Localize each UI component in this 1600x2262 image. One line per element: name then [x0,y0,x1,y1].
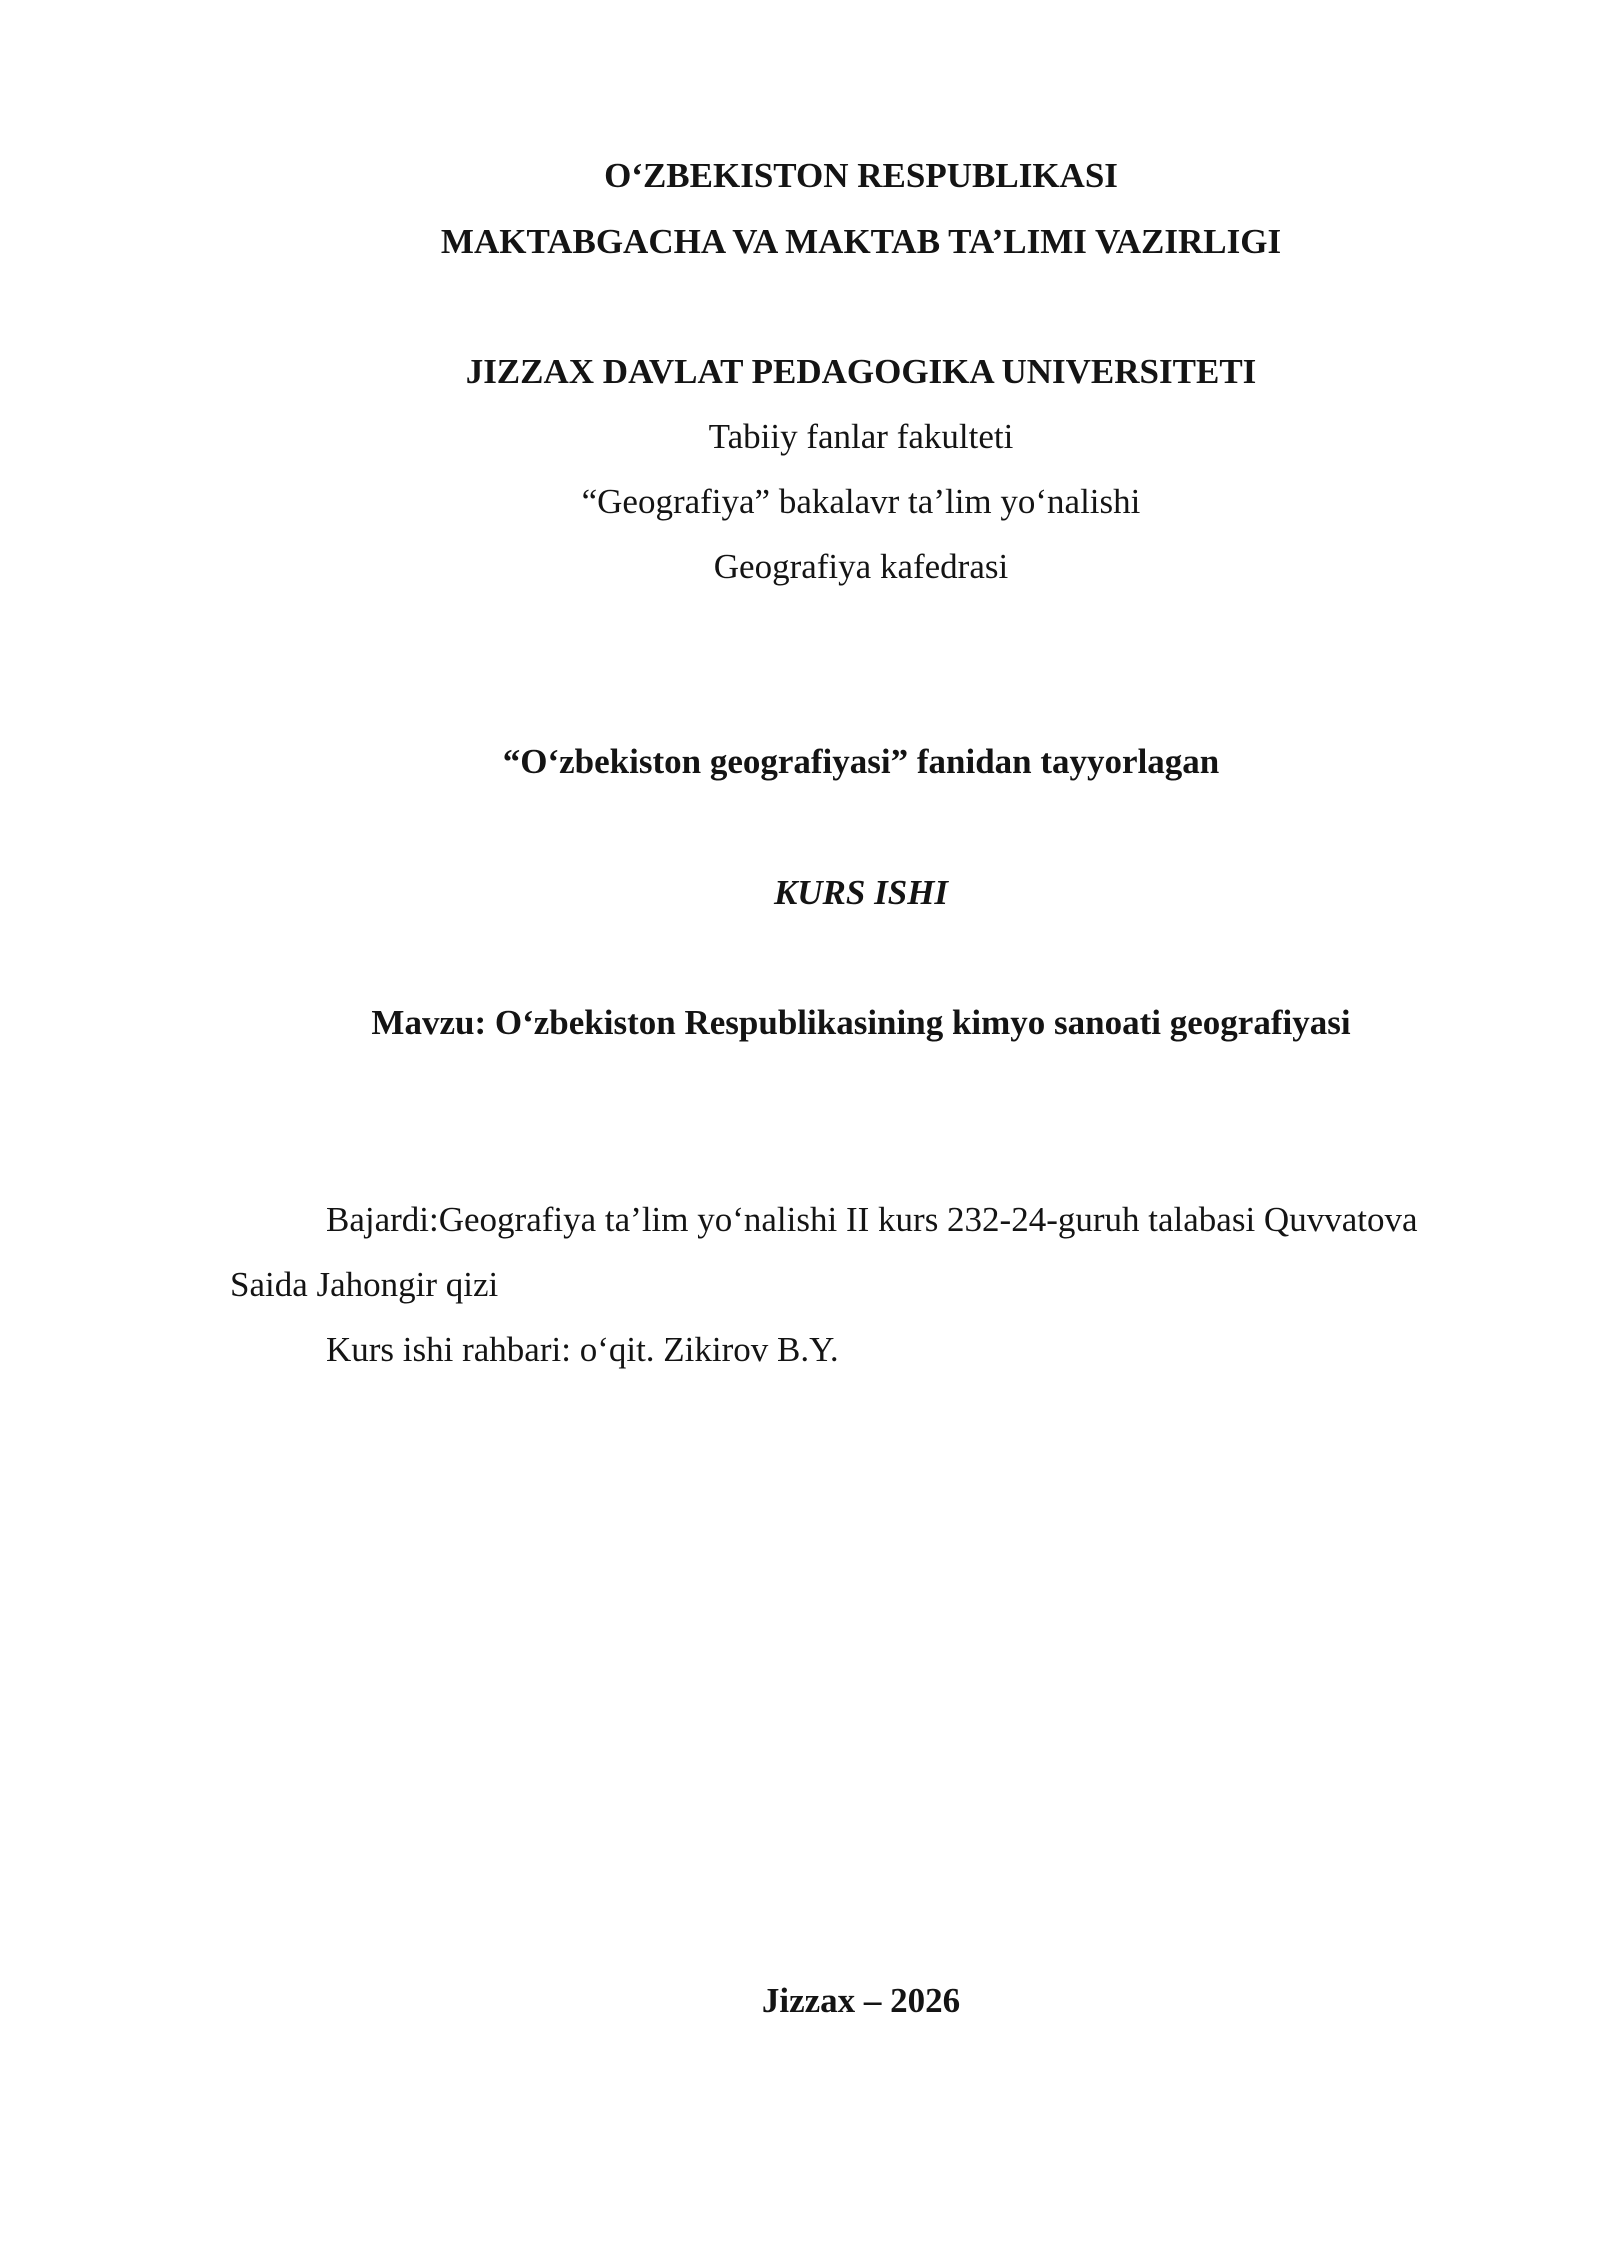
department-name: Geografiya kafedrasi [713,547,1009,586]
performed-by-line-1: Bajardi:Geografiya ta’lim yo‘nalishi II kurs 232-24-guruh talabasi Quvvatova [326,1200,1418,1239]
supervisor-line: Kurs ishi rahbari: o‘qit. Zikirov B.Y. [326,1330,839,1369]
direction-name: “Geografiya” bakalavr ta’lim yo‘nalishi [581,482,1141,521]
place-year: Jizzax – 2026 [761,1981,961,2020]
topic-line: Mavzu: O‘zbekiston Respublikasining kimyo sanoati geografiyasi [371,1003,1351,1042]
subject-line: “O‘zbekiston geografiyasi” fanidan tayyorlagan [502,742,1220,781]
republic-heading: O‘ZBEKISTON RESPUBLIKASI [604,156,1118,195]
performed-by-line-2: Saida Jahongir qizi [230,1265,499,1304]
faculty-name: Tabiiy fanlar fakulteti [708,417,1014,456]
university-heading: JIZZAX DAVLAT PEDAGOGIKA UNIVERSITETI [465,352,1257,391]
ministry-heading: MAKTABGACHA VA MAKTAB TA’LIMI VAZIRLIGI [440,222,1282,261]
work-type-title: KURS ISHI [773,873,949,912]
